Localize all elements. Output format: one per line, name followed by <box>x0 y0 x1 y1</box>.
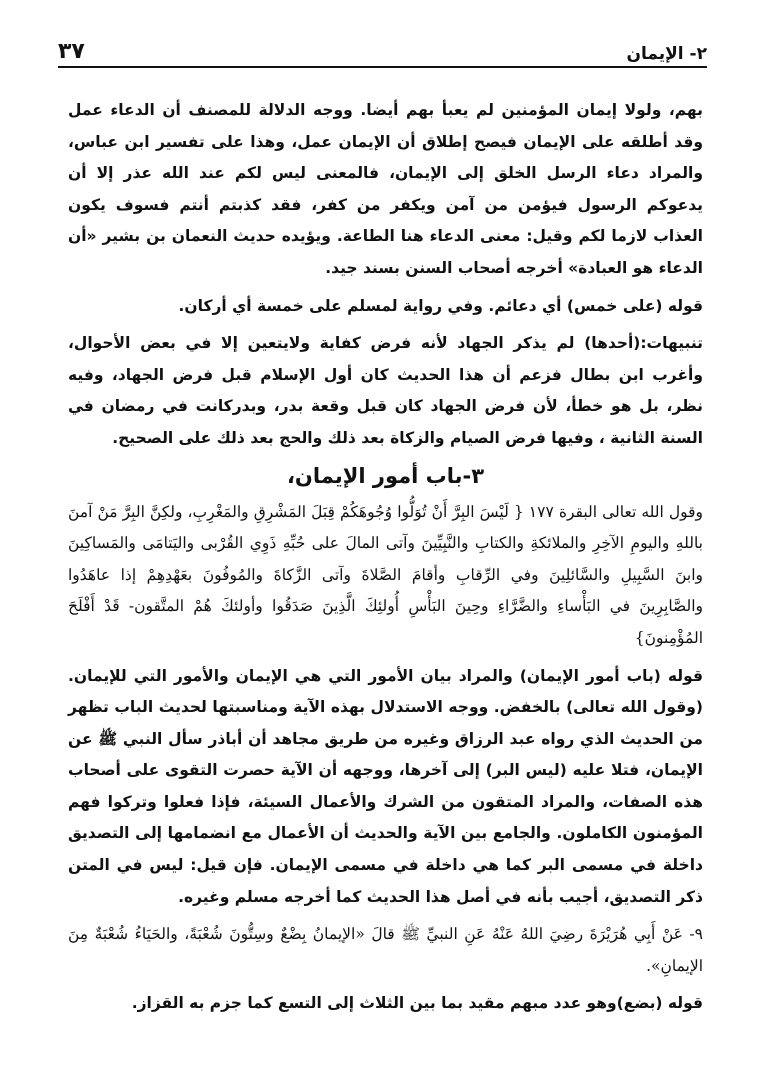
page-number: ٣٧ <box>58 39 85 64</box>
paragraph-text: (باب أمور الإيمان) والمراد بيان الأمور التي هي الإيمان والأمور التي للإيمان. (وقول الله تعالى) بالخفض. ووجه الاستدلال بهذه الآية ومناسبتها لحديث الباب تظهر من الحديث الذي رواه عبد الرزاق وغيره من طريق مجاهد أن أباذر سأل النبي ﷺ عن الإيمان، فتلا عليه (ليس البر) إلى آخرها، ووجهه أن الآية حصرت التقوى على أصحاب هذه الصفات، والمراد المتقون من الشرك والأعمال السيئة، فإذا فعلوا وتركوا فهم المؤمنون الكاملون. والجامع بين الآية والحديث أن الأعمال مع انضمامها إلى التصديق داخلة في مسمى البر كما هي داخلة في مسمى الإيمان. فإن قيل: ليس في المتن ذكر التصديق، أجيب بأنه في أصل هذا الحديث كما أخرجه مسلم وغيره. <box>68 666 703 906</box>
commentary-paragraph <box>68 291 703 323</box>
paragraph-text: (على خمس) أي دعائم. وفي رواية لمسلم على خمسة أي أركان. <box>178 296 668 315</box>
header-divider <box>58 66 707 68</box>
qawluhu-label: قوله <box>667 994 703 1013</box>
page-body <box>68 95 703 1026</box>
qawluhu-label: قوله <box>667 296 703 315</box>
paragraph-text: (بضع)وهو عدد مبهم مقيد بما بين الثلاث إلى التسع كما جزم به القزاز. <box>131 994 668 1013</box>
commentary-paragraph: بهم، ولولا إيمان المؤمنين لم يعبأ بهم أيضا. ووجه الدلالة للمصنف أن الدعاء عمل وقد أطلقه على الإيمان فيصح إطلاق أن الإيمان عمل، وهذا على تفسير ابن عباس، والمراد دعاء الرسل الخلق إلى الإيمان، فالمعنى ليس لكم عند الله عذر إلا أن يدعوكم الرسول فيؤمن من آمن ويكفر من كفر، فقد كذبتم أنتم فسوف يكون العذاب لازما لكم وقيل: معنى الدعاء هنا الطاعة. ويؤيده حديث النعمان بن بشير «أن الدعاء هو العبادة» أخرجه أصحاب السنن بسند جيد. <box>68 101 703 277</box>
notes-paragraph: تنبيهات:(أحدها) لم يذكر الجهاد لأنه فرض كفاية ولايتعين إلا في بعض الأحوال، وأغرب ابن بطال فزعم أن هذا الحديث كان أول الإسلام قبل فرض الجهاد، وفيه نظر، بل هو خطأ، لأن فرض الجهاد كان قبل وقعة بدر، وبدركانت في رمضان في السنة الثانية ، وفيها فرض الصيام والزكاة بعد ذلك والحج بعد ذلك على الصحيح. <box>68 334 703 447</box>
qawluhu-label: قوله <box>667 666 703 685</box>
chapter-title: ٢- الإيمان <box>626 44 707 64</box>
chapter-heading: ٣-باب أمور الإيمان، <box>286 463 485 488</box>
quran-verse-paragraph: وقول الله تعالى البقرة ١٧٧ { لَيْسَ البِرَّ أَنْ تُوَلُّوا وُجُوهَكُمْ قِبَلَ المَشْرِقِ والمَغْرِبِ، ولكِنَّ البِرَّ مَنْ آمنَ باللهِ واليومِ الآخِرِ والملائكةِ والكتابِ والنَّبِيِّينَ وآتى المالَ على حُبِّهِ ذَوِي القُرْبى واليَتامَى والمَساكِينَ وابنَ السَّبِيلِ والسَّائلِينَ وفي الرِّقابِ وأقامَ الصَّلاةَ وآتى الزَّكاةَ والمُوفُونَ بعَهْدِهِمْ إذا عاهَدُوا والصَّابِرِينَ في البَأْساءِ والضَّرَّاءِ وحِينَ البَأْسِ أُولئِكَ الَّذِينَ صَدَقُوا وأولئكَ هُمْ المتَّقون- قَدْ أَفْلَحَ المُؤْمِنونَ} <box>68 502 703 647</box>
commentary-paragraph <box>68 661 703 914</box>
commentary-paragraph <box>68 988 703 1020</box>
hadith-paragraph: ٩- عَنْ أَبِي هُرَيْرَةَ رضِيَ اللهُ عَنْهُ عَنِ النبيِّ ﷺ قالَ «الإيمانُ بِضْعٌ وسِتُّونَ شُعْبَةً، والحَيَاءُ شُعْبَةٌ مِنَ الإيمانِ». <box>68 925 703 975</box>
page-header <box>58 30 707 64</box>
